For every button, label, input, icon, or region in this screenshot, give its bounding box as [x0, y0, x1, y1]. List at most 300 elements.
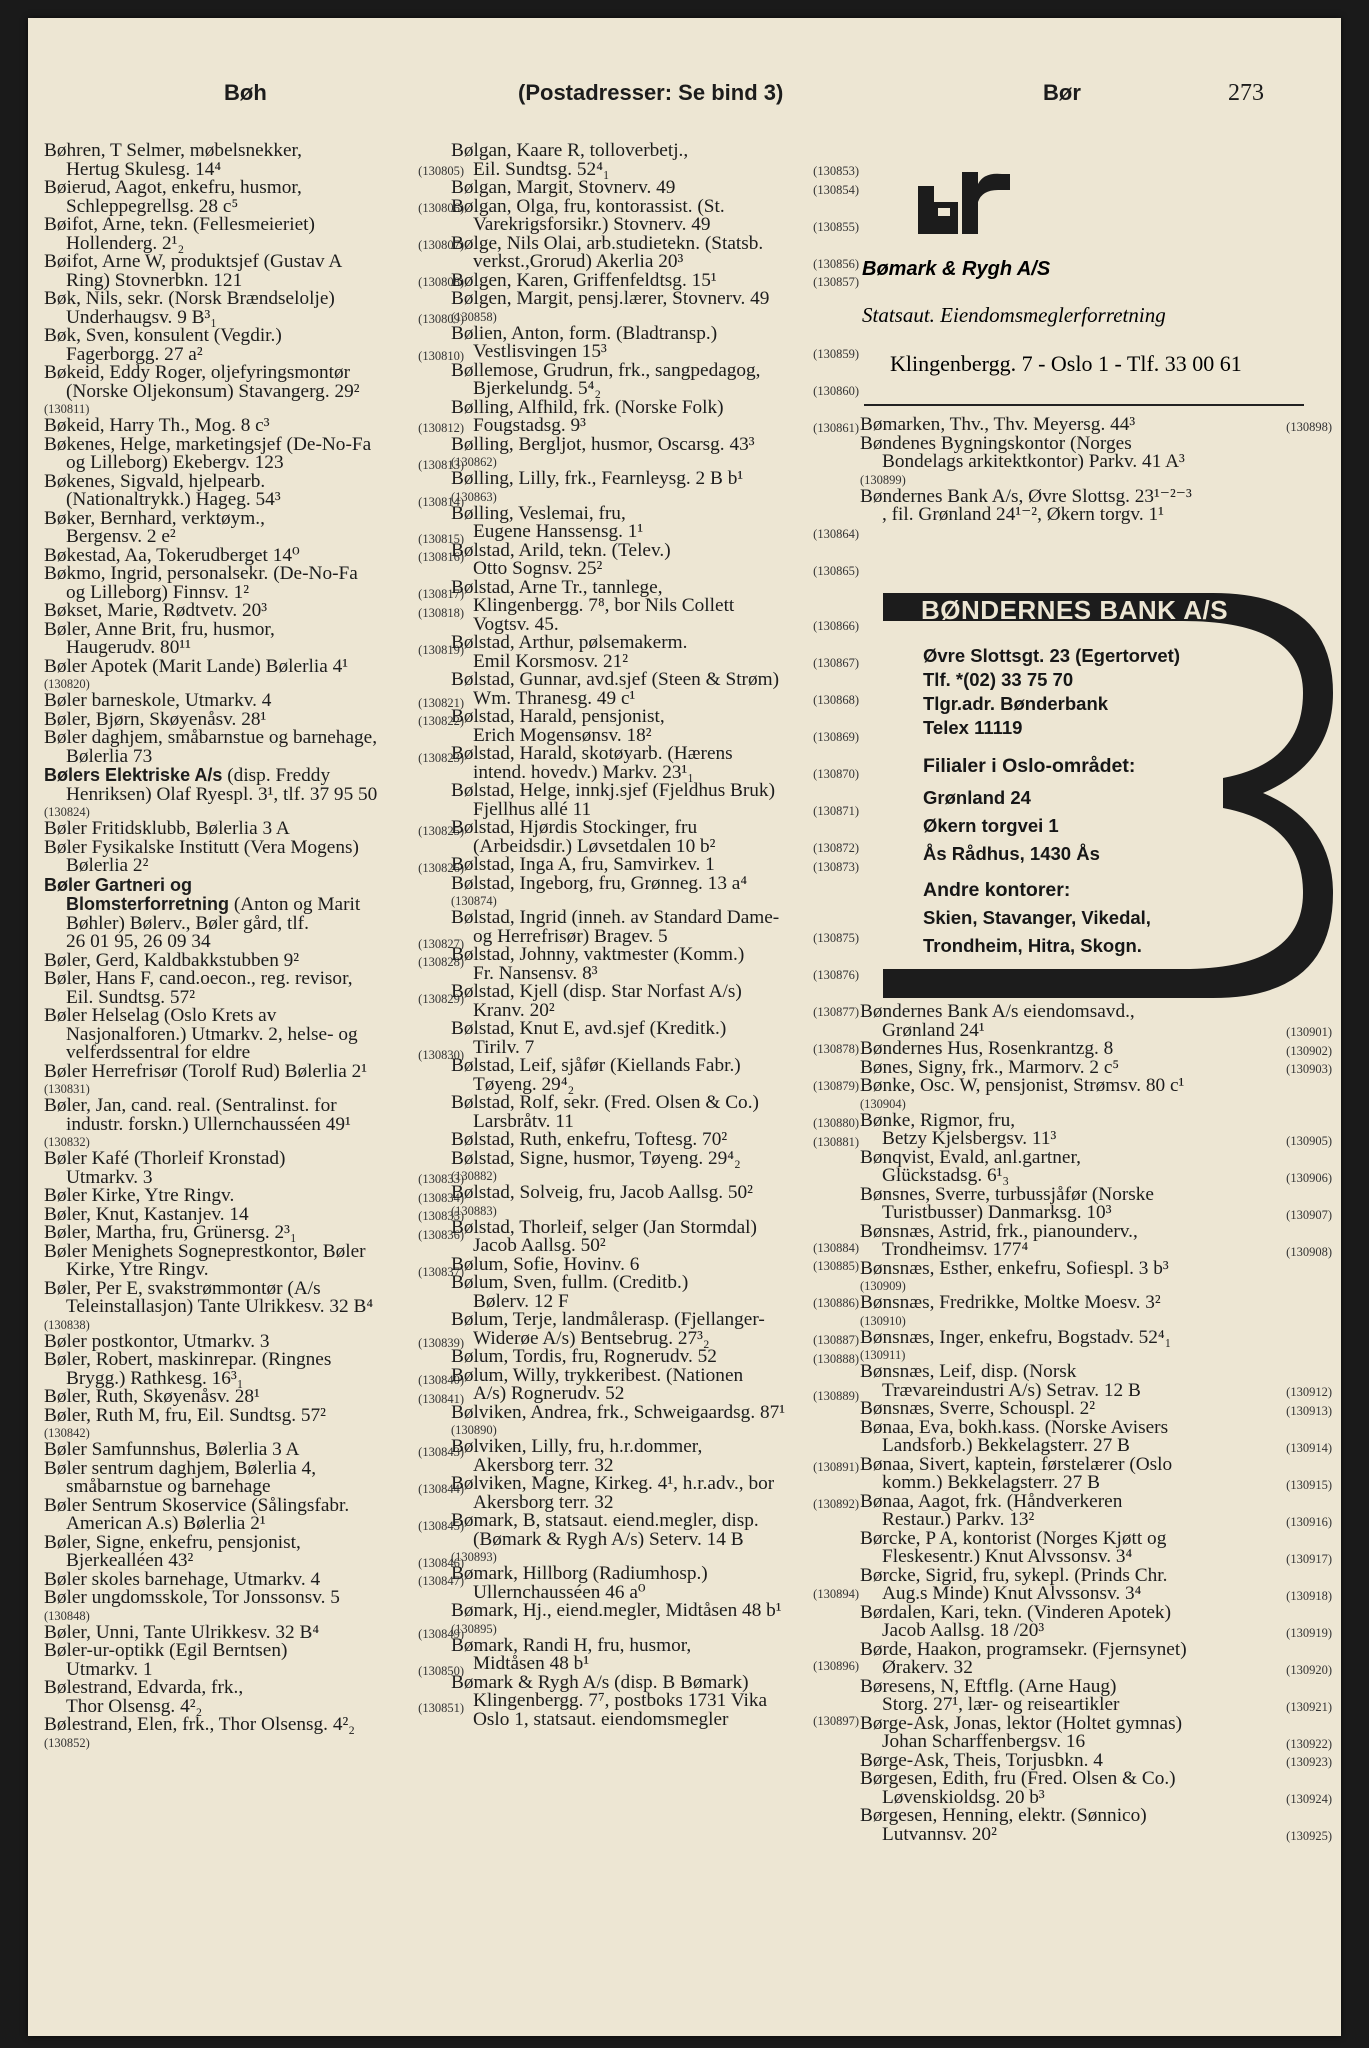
entry-body-text: Lutvannsv. 20²: [882, 1823, 997, 1845]
entry-code: (130845): [418, 1518, 464, 1533]
entry-code: (130904): [860, 1096, 906, 1111]
entry-code: (130822): [418, 714, 464, 728]
entry-body-text: Bøndenes Bygningskontor (Norges: [860, 432, 1132, 454]
entry-code: (130897): [813, 1714, 859, 1728]
entry-body-text: Klingenbergg. 7⁷, postboks 1731 Vika: [473, 1690, 768, 1711]
entry-code: (130909): [860, 1279, 906, 1293]
entry-body-text: Bøler skoles barnehage, Utmarkv. 4: [44, 1568, 321, 1590]
entry-body-text: Bølstad, Arne Tr., tannlege,: [451, 576, 663, 598]
entry-body-text: Bøler Fritidsklubb, Bølerlia 3 A: [44, 818, 290, 839]
entry-body-text: Aug.s Minde) Knut Alvssonsv. 3⁴: [882, 1583, 1142, 1604]
entry-body-text: Bøndernes Bank A/s, Øvre Slottsg. 23¹⁻²⁻³: [860, 485, 1192, 507]
directory-entry-line: [451, 1184, 859, 1203]
entry-code: (130881): [813, 1134, 859, 1149]
entry-code: (130886): [813, 1296, 859, 1310]
entry-text: [66, 857, 394, 876]
entry-code: (130924): [1286, 1792, 1332, 1806]
entry-body-text: Bøler, Gerd, Kaldbakkstubben 9²: [44, 949, 300, 971]
entry-code: (130882): [451, 1169, 497, 1183]
entry-code: (130808): [418, 275, 464, 289]
entry-code: (130832): [44, 1135, 90, 1149]
directory-entry-line: [860, 1294, 1332, 1313]
entry-body-text: Vogtsv. 45.: [473, 613, 559, 635]
entry-code: (130846): [418, 1555, 464, 1570]
entry-body-text: Bølerlia 73: [66, 745, 153, 767]
entry-text: [66, 380, 394, 402]
entry-body-text: Bøkenes, Helge, marketingsjef (De-No-Fa: [44, 433, 372, 455]
entry-code: (130826): [418, 860, 464, 875]
entry-body-text: Glückstadsg. 6¹₃: [882, 1165, 1010, 1186]
entry-body-text: Grønland 24¹: [882, 1019, 985, 1041]
entry-body-text: Børesens, N, Eftflg. (Arne Haug): [860, 1675, 1117, 1697]
entry-body-text: Børgesen, Edith, fru (Fred. Olsen & Co.): [860, 1768, 1176, 1789]
entry-text: [66, 783, 394, 805]
entry-code: (130821): [418, 695, 464, 710]
bank-ad-line: Tlgr.adr. Bønderbank: [923, 693, 1109, 714]
entry-body-text: Eil. Sundtsg. 57²: [66, 986, 195, 1008]
header-left-keyword: Bøh: [224, 80, 267, 105]
entry-code: (130835): [418, 1209, 464, 1223]
entry-code: (130813): [418, 457, 464, 472]
entry-body-text: Bøler Herrefrisør (Torolf Rud) Bølerlia 2¹: [44, 1060, 368, 1082]
entry-code: (130812): [418, 420, 464, 435]
entry-body-text: Bøler, Bjørn, Skøyenåsv. 28¹: [44, 708, 267, 730]
directory-entry-line: [451, 1602, 859, 1621]
entry-code: (130840): [418, 1373, 464, 1387]
entry-code: (130839): [418, 1336, 464, 1350]
entry-code: (130913): [1286, 1403, 1332, 1418]
entry-body-text: Bømarken, Thv., Thv. Meyersg. 44³: [860, 414, 1136, 435]
entry-body-text: Bølgen, Margit, pensj.lærer, Stovnerv. 49: [451, 288, 770, 309]
entry-code: (130853): [813, 164, 859, 178]
entry-code: (130871): [813, 804, 859, 818]
entry-body-text: Erich Mogensønsv. 18²: [473, 724, 652, 746]
entry-code: (130870): [813, 767, 859, 781]
entry-body-text: Thor Olsensg. 4²₂: [66, 1695, 203, 1717]
entry-body-text: småbarnstue og barnehage: [66, 1476, 271, 1497]
entry-body-text: Børdalen, Kari, tekn. (Vinderen Apotek): [860, 1601, 1171, 1623]
entry-body-text: Bølien, Anton, form. (Bladtransp.): [451, 322, 718, 344]
entry-code: (130880): [813, 1116, 859, 1130]
entry-text: [451, 1401, 789, 1423]
bank-ad-heading: Filialer i Oslo-området:: [923, 755, 1136, 777]
entry-body-text: Bølstad, Ingeborg, fru, Grønneg. 13 a⁴: [451, 872, 748, 894]
entry-body-text: Bølstad, Ingrid (inneh. av Standard Dame-: [451, 907, 780, 928]
entry-code: (130922): [1286, 1736, 1332, 1751]
entry-body-text: Bøler, Martha, fru, Grünersg. 2³₁: [44, 1222, 297, 1243]
entry-body-text: Haugerudv. 80¹¹: [66, 637, 191, 658]
directory-entry-line: [451, 1147, 859, 1169]
entry-code: (130811): [44, 402, 90, 416]
entry-body-text: Børde, Haakon, programsekr. (Fjernsynet): [860, 1638, 1187, 1660]
directory-entry-line: [451, 290, 859, 309]
entry-text: [860, 1077, 1262, 1096]
entry-code: (130908): [1286, 1244, 1332, 1259]
entry-body-text: Bøler-ur-optikk (Egil Berntsen): [44, 1640, 288, 1661]
entry-code: (130816): [418, 550, 464, 564]
directory-entry-line: [860, 1257, 1332, 1279]
entry-code: (130837): [418, 1264, 464, 1279]
entry-code: (130827): [418, 936, 464, 951]
entry-body-text: Ring) Stovnerbkn. 121: [66, 269, 243, 291]
entry-body-text: Bjerkelundg. 5⁴₂: [473, 378, 602, 399]
entry-body-text: Betzy Kjelsbergsv. 11³: [882, 1128, 1057, 1149]
bank-ad-heading: Andre kontorer:: [923, 879, 1071, 901]
header-center-note: (Postadresser: Se bind 3): [518, 80, 784, 105]
entry-body-text: Bølstad, Hjørdis Stockinger, fru: [451, 817, 698, 838]
entry-bold-name: Bølers Elektriske A/s: [44, 765, 223, 785]
entry-body-text: Utmarkv. 1: [66, 1658, 153, 1680]
entry-code: (130841): [418, 1391, 464, 1406]
entry-code: (130918): [1286, 1588, 1332, 1603]
entry-body-text: Jacob Aallsg. 50²: [473, 1235, 606, 1256]
entry-bold-name: Bøler Gartneri og: [44, 874, 193, 895]
entry-body-text: Schleppegrellsg. 28 c⁵: [66, 195, 239, 217]
entry-body-text: Bøler ungdomsskole, Tor Jonssonsv. 5: [44, 1587, 340, 1608]
entry-body-text: Brygg.) Rathkesg. 16³₁: [66, 1367, 244, 1389]
entry-body-text: Bølum, Willy, trykkeribest. (Nationen: [451, 1364, 744, 1386]
entry-body-text: Widerøe A/s) Bentsebrug. 27³₂: [473, 1327, 710, 1349]
entry-code: (130878): [813, 1042, 859, 1056]
entry-body-text: Bømark, Hj., eiend.megler, Midtåsen 48 b¹: [451, 1600, 782, 1621]
entry-text: [66, 745, 394, 767]
entry-body-text: Kranv. 20²: [473, 999, 555, 1021]
entry-body-text: Bøler, Knut, Kastanjev. 14: [44, 1203, 249, 1225]
entry-code: (130914): [1286, 1440, 1332, 1455]
entry-body-text: American A.s) Bølerlia 2¹: [66, 1513, 266, 1534]
entry-code: (130872): [813, 841, 859, 855]
entry-body-text: Bøkeid, Harry Th., Mog. 8 c³: [44, 415, 270, 436]
directory-entry-line: [451, 1401, 859, 1423]
entry-body-text: Trondheimsv. 177⁴: [882, 1239, 1029, 1260]
entry-body-text: Bølestrand, Elen, frk., Thor Olsensg. 4²₂: [44, 1714, 355, 1735]
entry-body-text: Fleskesentr.) Knut Alvssonsv. 3⁴: [882, 1546, 1133, 1567]
entry-code: (130856): [813, 256, 859, 271]
entry-body-text: Kirke, Ytre Ringv.: [66, 1259, 209, 1280]
entry-text: [451, 470, 789, 489]
directory-entry-line: [451, 1528, 859, 1550]
entry-text: [882, 1823, 1262, 1845]
entry-body-text: Bøler Samfunnshus, Bølerlia 3 A: [44, 1439, 300, 1460]
entry-code: (130906): [1286, 1170, 1332, 1185]
entry-code: (130905): [1286, 1133, 1332, 1148]
listing-column-1: [44, 142, 464, 1751]
entry-body-text: Bønke, Rigmor, fru,: [860, 1109, 1016, 1131]
entry-body-text: verkst.,Grorud) Akerlia 20³: [473, 251, 684, 272]
entry-text: [44, 1716, 394, 1735]
entry-code: (130903): [1286, 1062, 1332, 1076]
entry-body-text: og Herrefrisør) Bragev. 5: [473, 925, 668, 947]
entry-code: (130877): [813, 1005, 859, 1019]
entry-body-text: Emil Korsmosv. 21²: [473, 650, 629, 672]
entry-body-text: Bøler Helselag (Oslo Krets av: [44, 1005, 277, 1026]
entry-body-text: Bønsnæs, Leif, disp. (Norsk: [860, 1361, 1077, 1382]
entry-text: [44, 1589, 394, 1608]
entry-body-text: Bønqvist, Evald, anl.gartner,: [860, 1146, 1081, 1168]
entry-code: (130916): [1286, 1514, 1332, 1529]
entry-code: (130866): [813, 619, 859, 633]
entry-code: (130833): [418, 1172, 464, 1186]
entry-body-text: Bøker, Bernhard, verktøym.,: [44, 507, 265, 529]
entry-code: (130854): [813, 182, 859, 197]
entry-text: [860, 1326, 1262, 1348]
entry-code: (130898): [1286, 419, 1332, 434]
ad-company-subtitle: Statsaut. Eiendomsmeglerforretning: [862, 303, 1166, 327]
entry-body-text: Bergensv. 2 e²: [66, 526, 176, 547]
entry-code: (130865): [813, 563, 859, 578]
entry-body-text: Bøler postkontor, Utmarkv. 3: [44, 1330, 270, 1352]
entry-body-text: Bølstad, Thorleif, selger (Jan Stormdal): [451, 1216, 757, 1238]
entry-code: (130836): [418, 1227, 464, 1242]
entry-body-text: Fjellhus allé 11: [473, 798, 592, 820]
entry-text: [473, 1528, 789, 1550]
bank-ad-line: Øvre Slottsgt. 23 (Egertorvet): [923, 645, 1181, 666]
entry-body-text: Bølstad, Signe, husmor, Tøyeng. 29⁴₂: [451, 1147, 741, 1169]
entry-body-text: A/s) Rognerudv. 52: [473, 1383, 625, 1404]
entry-code: (130923): [1286, 1755, 1332, 1769]
entry-code: (130828): [418, 955, 464, 969]
entry-body-text: Bølum, Sofie, Hovinv. 6: [451, 1253, 640, 1275]
entry-code: (130850): [418, 1664, 464, 1678]
entry-bold-name: Blomsterforretning: [66, 894, 230, 914]
entry-code: (130890): [451, 1423, 497, 1437]
entry-body-text: Bølgan, Olga, fru, kontorassist. (St.: [451, 195, 725, 217]
entry-code: (130847): [418, 1574, 464, 1588]
entry-body-text: Utmarkv. 3: [66, 1166, 153, 1188]
entry-body-text: Bølviken, Magne, Kirkeg. 4¹, h.r.adv., bor: [451, 1473, 775, 1494]
entry-body-text: Bøler sentrum daghjem, Bølerlia 4,: [44, 1457, 317, 1479]
directory-entry-line: [44, 1404, 464, 1426]
entry-body-text: Bøk, Sven, konsulent (Vegdir.): [44, 325, 282, 346]
directory-entry-line: [451, 433, 859, 455]
entry-body-text: Bøkmo, Ingrid, personalsekr. (De-No-Fa: [44, 563, 358, 584]
entry-code: (130842): [44, 1426, 90, 1440]
entry-body-text: Bondelags arkitektkontor) Parkv. 41 A³: [882, 451, 1185, 472]
entry-code: (130815): [418, 531, 464, 546]
entry-body-text: Bønaa, Eva, bokh.kass. (Norske Avisers: [860, 1416, 1169, 1438]
entry-body-text: Bønes, Signy, frk., Marmorv. 2 c⁵: [860, 1056, 1120, 1078]
listing-column-3-top: [860, 416, 1332, 525]
bank-ad-line: Trondheim, Hitra, Skogn.: [923, 935, 1142, 956]
entry-body-text: , fil. Grønland 24¹⁻², Økern torgv. 1¹: [882, 504, 1164, 525]
entry-body-text: Bøhler) Bølerv., Bøler gård, tlf.: [66, 912, 309, 934]
entry-body-text: Storg. 27¹, lær- og reiseartikler: [882, 1694, 1120, 1715]
entry-text: [44, 655, 394, 677]
entry-code: (130894): [813, 1587, 859, 1601]
entry-body-text: Bølstad, Harald, skotøyarb. (Hærens: [451, 743, 733, 764]
entry-body-text: intend. hovedv.) Markv. 23¹₁: [473, 761, 694, 783]
entry-code: (130863): [451, 489, 497, 504]
entry-body-text: Bøler, Anne Brit, fru, husmor,: [44, 618, 275, 640]
entry-body-text: og Lilleborg) Finnsv. 1²: [66, 581, 250, 603]
entry-body-text: Bølgan, Margit, Stovnerv. 49: [451, 177, 676, 198]
entry-code: (130831): [44, 1082, 90, 1096]
entry-code: (130896): [813, 1658, 859, 1673]
entry-text: [882, 506, 1262, 525]
directory-entry-line: [44, 857, 464, 876]
entry-body-text: Bøler, Hans F, cand.oecon., reg. revisor,: [44, 968, 353, 989]
entry-code: (130823): [418, 751, 464, 765]
entry-body-text: Bølum, Terje, landmålerasp. (Fjellanger-: [451, 1309, 765, 1330]
entry-body-text: Bømark, B, statsaut. eiend.megler, disp.: [451, 1510, 759, 1531]
entry-body-text: Bølstad, Solveig, fru, Jacob Aallsg. 50²: [451, 1182, 753, 1203]
directory-entry-line: [860, 506, 1332, 525]
entry-body-text: Ullernchausséen 46 a⁰: [473, 1581, 646, 1603]
entry-body-text: Bølum, Tordis, fru, Rognerudv. 52: [451, 1346, 717, 1367]
entry-text: [451, 290, 789, 309]
directory-entry-line: [860, 1326, 1332, 1348]
entry-body-text: Bøler, Unni, Tante Ulrikkesv. 32 B⁴: [44, 1621, 320, 1643]
entry-body-text: Tirilv. 7: [473, 1036, 535, 1058]
entry-body-text: Bølum, Sven, fullm. (Creditb.): [451, 1272, 689, 1293]
entry-body-text: Otto Sognsv. 25²: [473, 558, 603, 579]
listing-column-2: [451, 142, 859, 1729]
entry-code: (130892): [813, 1497, 859, 1511]
entry-body-text: Trævareindustri A/s) Setrav. 12 B: [882, 1379, 1141, 1401]
entry-body-text: Eugene Hanssensg. 1¹: [473, 521, 644, 542]
entry-body-text: Larsbråtv. 11: [473, 1110, 574, 1132]
entry-code: (130844): [418, 1481, 464, 1496]
entry-body-text: (Norske Oljekonsum) Stavangerg. 29²: [66, 380, 360, 402]
entry-body-text: Bøler daghjem, småbarnstue og barnehage,: [44, 727, 378, 748]
bank-ad-line: Økern torgvei 1: [923, 815, 1059, 836]
entry-body-text: (disp. Freddy: [222, 765, 331, 786]
entry-code: (130807): [418, 238, 464, 252]
directory-entry-line: [44, 783, 464, 805]
entry-code: (130851): [418, 1701, 464, 1715]
entry-body-text: Bøndernes Hus, Rosenkrantzg. 8: [860, 1038, 1114, 1059]
entry-body-text: Bøk, Nils, sekr. (Norsk Brændselolje): [44, 288, 335, 309]
entry-body-text: Børge-Ask, Jonas, lektor (Holtet gymnas): [860, 1712, 1183, 1734]
directory-entry-line: [44, 380, 464, 402]
entry-body-text: Bøler, Ruth M, fru, Eil. Sundtsg. 57²: [44, 1404, 326, 1426]
entry-body-text: Ørakerv. 32: [882, 1657, 973, 1678]
ad-company-address: Klingenbergg. 7 - Oslo 1 - Tlf. 33 00 61: [890, 351, 1242, 376]
entry-code: (130883): [451, 1203, 497, 1218]
entry-body-text: Johan Scharffenbergsv. 16: [882, 1731, 1086, 1752]
entry-body-text: Bølling, Lilly, frk., Fearnleysg. 2 B b¹: [451, 468, 744, 489]
entry-code: (130857): [813, 275, 859, 289]
entry-body-text: Bølgen, Karen, Griffenfeldtsg. 15¹: [451, 269, 717, 291]
entry-code: (130869): [813, 730, 859, 744]
entry-body-text: Bøler, Signe, enkefru, pensjonist,: [44, 1531, 301, 1553]
entry-text: [860, 1257, 1262, 1279]
directory-entry-line: [451, 470, 859, 489]
entry-body-text: Bønaa, Sivert, kaptein, førstelærer (Oslo: [860, 1453, 1173, 1475]
entry-body-text: Bølstad, Inga A, fru, Samvirkev. 1: [451, 854, 715, 875]
entry-body-text: Bølstad, Gunnar, avd.sjef (Steen & Strøm): [451, 669, 780, 690]
entry-code: (130887): [813, 1333, 859, 1347]
entry-code: (130873): [813, 859, 859, 874]
entry-body-text: Bølstad, Arild, tekn. (Telev.): [451, 539, 671, 561]
entry-body-text: Bølling, Alfhild, frk. (Norske Folk): [451, 396, 724, 418]
entry-body-text: Bølviken, Lilly, fru, h.r.dommer,: [451, 1436, 703, 1457]
directory-entry-line: [860, 1077, 1332, 1096]
entry-body-text: (Arbeidsdir.) Løvsetdalen 10 b²: [473, 835, 716, 857]
bomark-rygh-advertisement: [860, 158, 1315, 398]
entry-body-text: Bøler Kirke, Ytre Ringv.: [44, 1185, 235, 1206]
entry-text: [882, 453, 1262, 472]
directory-entry-line: [44, 745, 464, 767]
entry-body-text: 26 01 95, 26 09 34: [66, 931, 211, 952]
entry-code: (130876): [813, 968, 859, 982]
entry-text: [44, 1060, 394, 1082]
entry-body-text: Akersborg terr. 32: [473, 1454, 614, 1476]
entry-code: (130911): [860, 1348, 906, 1362]
entry-body-text: Bøkeid, Eddy Roger, oljefyringsmontør: [44, 362, 351, 383]
entry-body-text: Hertug Skulesg. 14⁴: [66, 158, 222, 180]
entry-code: (130858): [451, 309, 497, 324]
entry-body-text: Bøkestad, Aa, Tokerudberget 14⁰: [44, 544, 300, 566]
entry-code: (130895): [451, 1621, 497, 1636]
entry-text: [44, 876, 394, 896]
entry-body-text: Eil. Sundtsg. 52⁴₁: [473, 158, 610, 180]
directory-entry-line: [860, 453, 1332, 472]
entry-body-text: Bølstad, Johnny, vaktmester (Komm.): [451, 944, 745, 965]
entry-body-text: Bølstad, Kjell (disp. Star Norfast A/s): [451, 981, 742, 1002]
entry-body-text: Børgesen, Henning, elektr. (Sønnico): [860, 1805, 1147, 1826]
entry-body-text: Bøllemose, Grudrun, frk., sangpedagog,: [451, 359, 761, 381]
entry-code: (130868): [813, 693, 859, 707]
directory-entry-line: [451, 872, 859, 894]
entry-code: (130805): [418, 164, 464, 178]
entry-body-text: Bøler, Per E, svakstrømmontør (A/s: [44, 1277, 321, 1299]
entry-body-text: Henriksen) Olaf Ryespl. 3¹, tlf. 37 95 50: [66, 783, 378, 805]
entry-body-text: Bønsnæs, Sverre, Schouspl. 2²: [860, 1398, 1096, 1419]
entry-body-text: Hollenderg. 2¹₂: [66, 232, 185, 254]
entry-body-text: Tøyeng. 29⁴₂: [473, 1073, 575, 1095]
entry-text: [451, 872, 789, 894]
entry-body-text: Bølstad, Ruth, enkefru, Toftesg. 70²: [451, 1129, 728, 1150]
entry-code: (130824): [44, 805, 90, 819]
entry-body-text: Bøler Fysikalske Institutt (Vera Mogens): [44, 836, 359, 858]
entry-body-text: Turistbusser) Danmarksg. 10³: [882, 1202, 1112, 1223]
entry-body-text: Bøkenes, Sigvald, hjelpearb.: [44, 470, 266, 492]
entry-body-text: Bøler Sentrum Skoservice (Sålingsfabr.: [44, 1494, 350, 1516]
entry-body-text: Bøler, Robert, maskinrepar. (Ringnes: [44, 1349, 332, 1370]
ad-company-name: Bømark & Rygh A/S: [862, 258, 1051, 280]
entry-body-text: Bølerv. 12 F: [473, 1290, 569, 1312]
entry-body-text: Bølestrand, Edvarda, frk.,: [44, 1677, 244, 1698]
directory-entry-line: [44, 1589, 464, 1608]
entry-body-text: (Nationaltrykk.) Hageg. 54³: [66, 489, 281, 510]
entry-text: [451, 1147, 789, 1169]
entry-body-text: Bønsnæs, Esther, enkefru, Sofiespl. 3 b³: [860, 1257, 1169, 1279]
entry-code: (130919): [1286, 1625, 1332, 1640]
entry-code: (130830): [418, 1047, 464, 1062]
entry-body-text: Bøifot, Arne, tekn. (Fellesmeieriet): [44, 214, 315, 235]
entry-code: (130888): [813, 1351, 859, 1366]
entry-body-text: Vestlisvingen 15³: [473, 341, 607, 362]
entry-body-text: Bølviken, Andrea, frk., Schweigaardsg. 87¹: [451, 1401, 786, 1423]
entry-body-text: Børcke, P A, kontorist (Norges Kjøtt og: [860, 1527, 1167, 1549]
entry-code: (130864): [813, 526, 859, 541]
entry-code: (130879): [813, 1079, 859, 1093]
directory-entry-line: [451, 1708, 859, 1730]
bank-ad-title: BØNDERNES BANK A/S: [921, 595, 1229, 625]
entry-body-text: Midtåsen 48 b¹: [473, 1653, 590, 1674]
entry-body-text: Bønsnæs, Inger, enkefru, Bogstadv. 52⁴₁: [860, 1326, 1172, 1348]
entry-code: (130861): [813, 420, 859, 435]
entry-body-text: Bølling, Bergljot, husmor, Oscarsg. 43³: [451, 433, 755, 455]
entry-body-text: Bølge, Nils Olai, arb.studietekn. (Statsb.: [451, 232, 764, 254]
entry-body-text: Teleinstallasjon) Tante Ulrikkesv. 32 B⁴: [66, 1296, 374, 1317]
entry-code: (130889): [813, 1388, 859, 1403]
directory-entry-line: [44, 655, 464, 677]
page-number: 273: [1228, 80, 1264, 106]
entry-code: (130838): [44, 1317, 90, 1332]
bank-ad-line: Telex 11119: [923, 717, 1023, 738]
